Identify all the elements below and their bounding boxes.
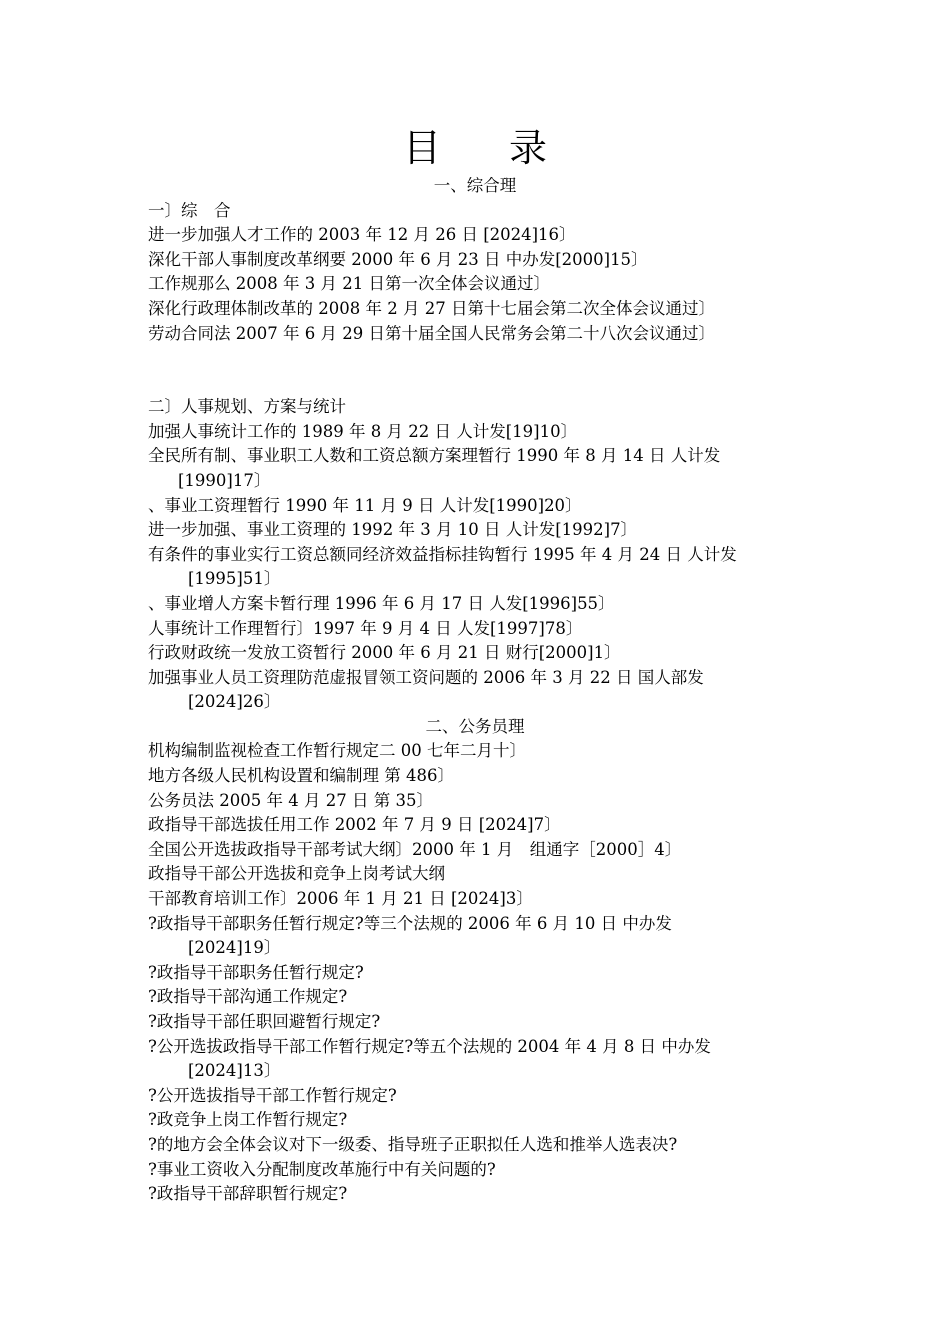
toc-entry: ?政指导干部职务任暂行规定? [148, 962, 364, 982]
spacer [148, 346, 828, 395]
toc-entry: 劳动合同法 2007 年 6 月 29 日第十届全国人民常务会第二十八次会议通过〕 [148, 323, 715, 343]
toc-entry: 行政财政统一发放工资暂行 2000 年 6 月 21 日 财行[2000]1〕 [148, 643, 621, 663]
toc-entry: 、事业工资理暂行 1990 年 11 月 9 日 人计发[1990]20〕 [148, 495, 582, 515]
toc-entry-continuation: [2024]13〕 [188, 1061, 281, 1081]
toc-entry: 全国公开选拔政指导干部考试大纲〕2000 年 1 月 组通字［2000］4〕 [148, 839, 682, 859]
toc-entry: ?的地方会全体会议对下一级委、指导班子正职拟任人选和推举人选表决? [148, 1134, 678, 1154]
toc-entry: 机构编制监视检查工作暂行规定二 00 七年二月十〕 [148, 741, 526, 761]
toc-entry: ?政指导干部辞职暂行规定? [148, 1184, 348, 1204]
toc-entry: 、事业增人方案卡暂行理 1996 年 6 月 17 日 人发[1996]55〕 [148, 593, 615, 613]
toc-entry: 深化干部人事制度改革纲要 2000 年 6 月 23 日 中办发[2000]15〕 [148, 249, 648, 269]
subsection-heading: 二〕人事规划、方案与统计 [148, 397, 346, 417]
toc-entry: ?政指导干部职务任暂行规定?等三个法规的 2006 年 6 月 10 日 中办发 [148, 913, 672, 933]
toc-entry: 加强事业人员工资理防范虚报冒领工资问题的 2006 年 3 月 22 日 国人部发 [148, 667, 704, 687]
toc-entry: 进一步加强、事业工资理的 1992 年 3 月 10 日 人计发[1992]7〕 [148, 520, 638, 540]
toc-content [148, 174, 828, 1207]
toc-entry: ?公开选拔指导干部工作暂行规定? [148, 1085, 397, 1105]
toc-entry: ?事业工资收入分配制度改革施行中有关问题的? [148, 1159, 496, 1179]
toc-entry: ?公开选拔政指导干部工作暂行规定?等五个法规的 2004 年 4 月 8 日 中办发 [148, 1036, 711, 1056]
toc-entry: 进一步加强人才工作的 2003 年 12 月 26 日 [2024]16〕 [148, 225, 576, 245]
toc-entry-continuation: [1995]51〕 [188, 569, 281, 589]
toc-entry: ?政指导干部沟通工作规定? [148, 987, 348, 1007]
toc-entry-continuation: [1990]17〕 [178, 470, 271, 490]
section-heading: 二、公务员理 [425, 716, 525, 736]
section-heading: 一、综合理 [433, 176, 517, 195]
toc-entry-continuation: [2024]19〕 [188, 938, 281, 958]
toc-entry-continuation: [2024]26〕 [188, 692, 281, 712]
toc-entry: 人事统计工作理暂行〕1997 年 9 月 4 日 人发[1997]78〕 [148, 618, 583, 638]
toc-entry: 深化行政理体制改革的 2008 年 2 月 27 日第十七届会第二次全体会议通过〕 [148, 298, 715, 318]
toc-entry: 公务员法 2005 年 4 月 27 日 第 35〕 [148, 790, 433, 810]
toc-entry: 工作规那么 2008 年 3 月 21 日第一次全体会议通过〕 [148, 274, 550, 294]
toc-entry: 加强人事统计工作的 1989 年 8 月 22 日 人计发[19]10〕 [148, 421, 578, 441]
toc-entry: 政指导干部选拔任用工作 2002 年 7 月 9 日 [2024]7〕 [148, 815, 561, 835]
toc-entry: 有条件的事业实行工资总额同经济效益指标挂钩暂行 1995 年 4 月 24 日 人计发 [148, 544, 737, 564]
toc-entry: 地方各级人民机构设置和编制理 第 486〕 [148, 766, 454, 786]
toc-entry: 政指导干部公开选拔和竞争上岗考试大纲 [148, 864, 445, 884]
subsection-heading: 一〕综 合 [148, 200, 231, 220]
page-title: 目 录 [402, 126, 576, 170]
toc-entry: 全民所有制、事业职工人数和工资总额方案理暂行 1990 年 8 月 14 日 人计发 [148, 446, 721, 466]
toc-entry: ?政竞争上岗工作暂行规定? [148, 1110, 348, 1130]
toc-entry: ?政指导干部任职回避暂行规定? [148, 1012, 381, 1031]
toc-entry: 干部教育培训工作〕2006 年 1 月 21 日 [2024]3〕 [148, 889, 533, 909]
